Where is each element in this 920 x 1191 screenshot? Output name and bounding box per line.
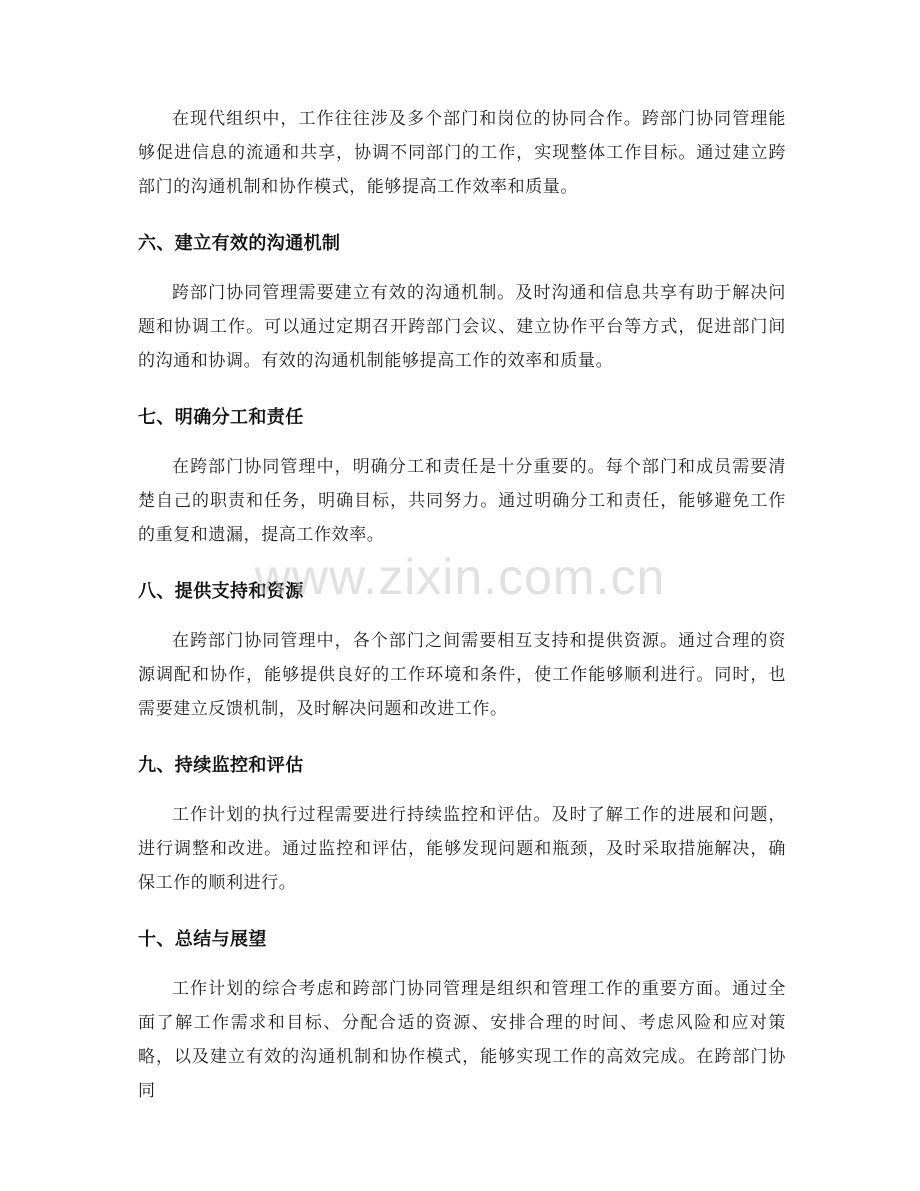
section-paragraph-8: 在跨部门协同管理中，各个部门之间需要相互支持和提供资源。通过合理的资源调配和协作，能够提供良好的工作环境和条件，使工作能够顺利进行。同时，也需要建立反馈机制，及时解决问题和改进工作。 [138,631,786,719]
section-paragraph-6: 跨部门协同管理需要建立有效的沟通机制。及时沟通和信息共享有助于解决问题和协调工作。可以通过定期召开跨部门会议、建立协作平台等方式，促进部门间的沟通和协调。有效的沟通机制能够提高工作的效率和质量。 [138,283,786,371]
intro-paragraph: 在现代组织中，工作往往涉及多个部门和岗位的协同合作。跨部门协同管理能够促进信息的流通和共享，协调不同部门的工作，实现整体工作目标。通过建立跨部门的沟通机制和协作模式，能够提高工作效率和质量。 [138,109,786,197]
section-heading-10: 十、总结与展望 [138,929,267,950]
section-heading-9: 九、持续监控和评估 [138,755,304,776]
section-heading-8: 八、提供支持和资源 [138,581,304,602]
document-body [138,102,786,1108]
watermark-text: www.zixin.com.cn [254,549,666,605]
section-heading-6: 六、建立有效的沟通机制 [138,233,341,254]
section-paragraph-7: 在跨部门协同管理中，明确分工和责任是十分重要的。每个部门和成员需要清楚自己的职责和任务，明确目标，共同努力。通过明确分工和责任，能够避免工作的重复和遗漏，提高工作效率。 [138,457,786,545]
section-paragraph-9: 工作计划的执行过程需要进行持续监控和评估。及时了解工作的进展和问题，进行调整和改进。通过监控和评估，能够发现问题和瓶颈，及时采取措施解决，确保工作的顺利进行。 [138,805,786,893]
section-paragraph-10: 工作计划的综合考虑和跨部门协同管理是组织和管理工作的重要方面。通过全面了解工作需求和目标、分配合适的资源、安排合理的时间、考虑风险和应对策略，以及建立有效的沟通机制和协作模式，能够实现工作的高效完成。在跨部门协同 [138,979,786,1101]
section-heading-7: 七、明确分工和责任 [138,407,304,428]
